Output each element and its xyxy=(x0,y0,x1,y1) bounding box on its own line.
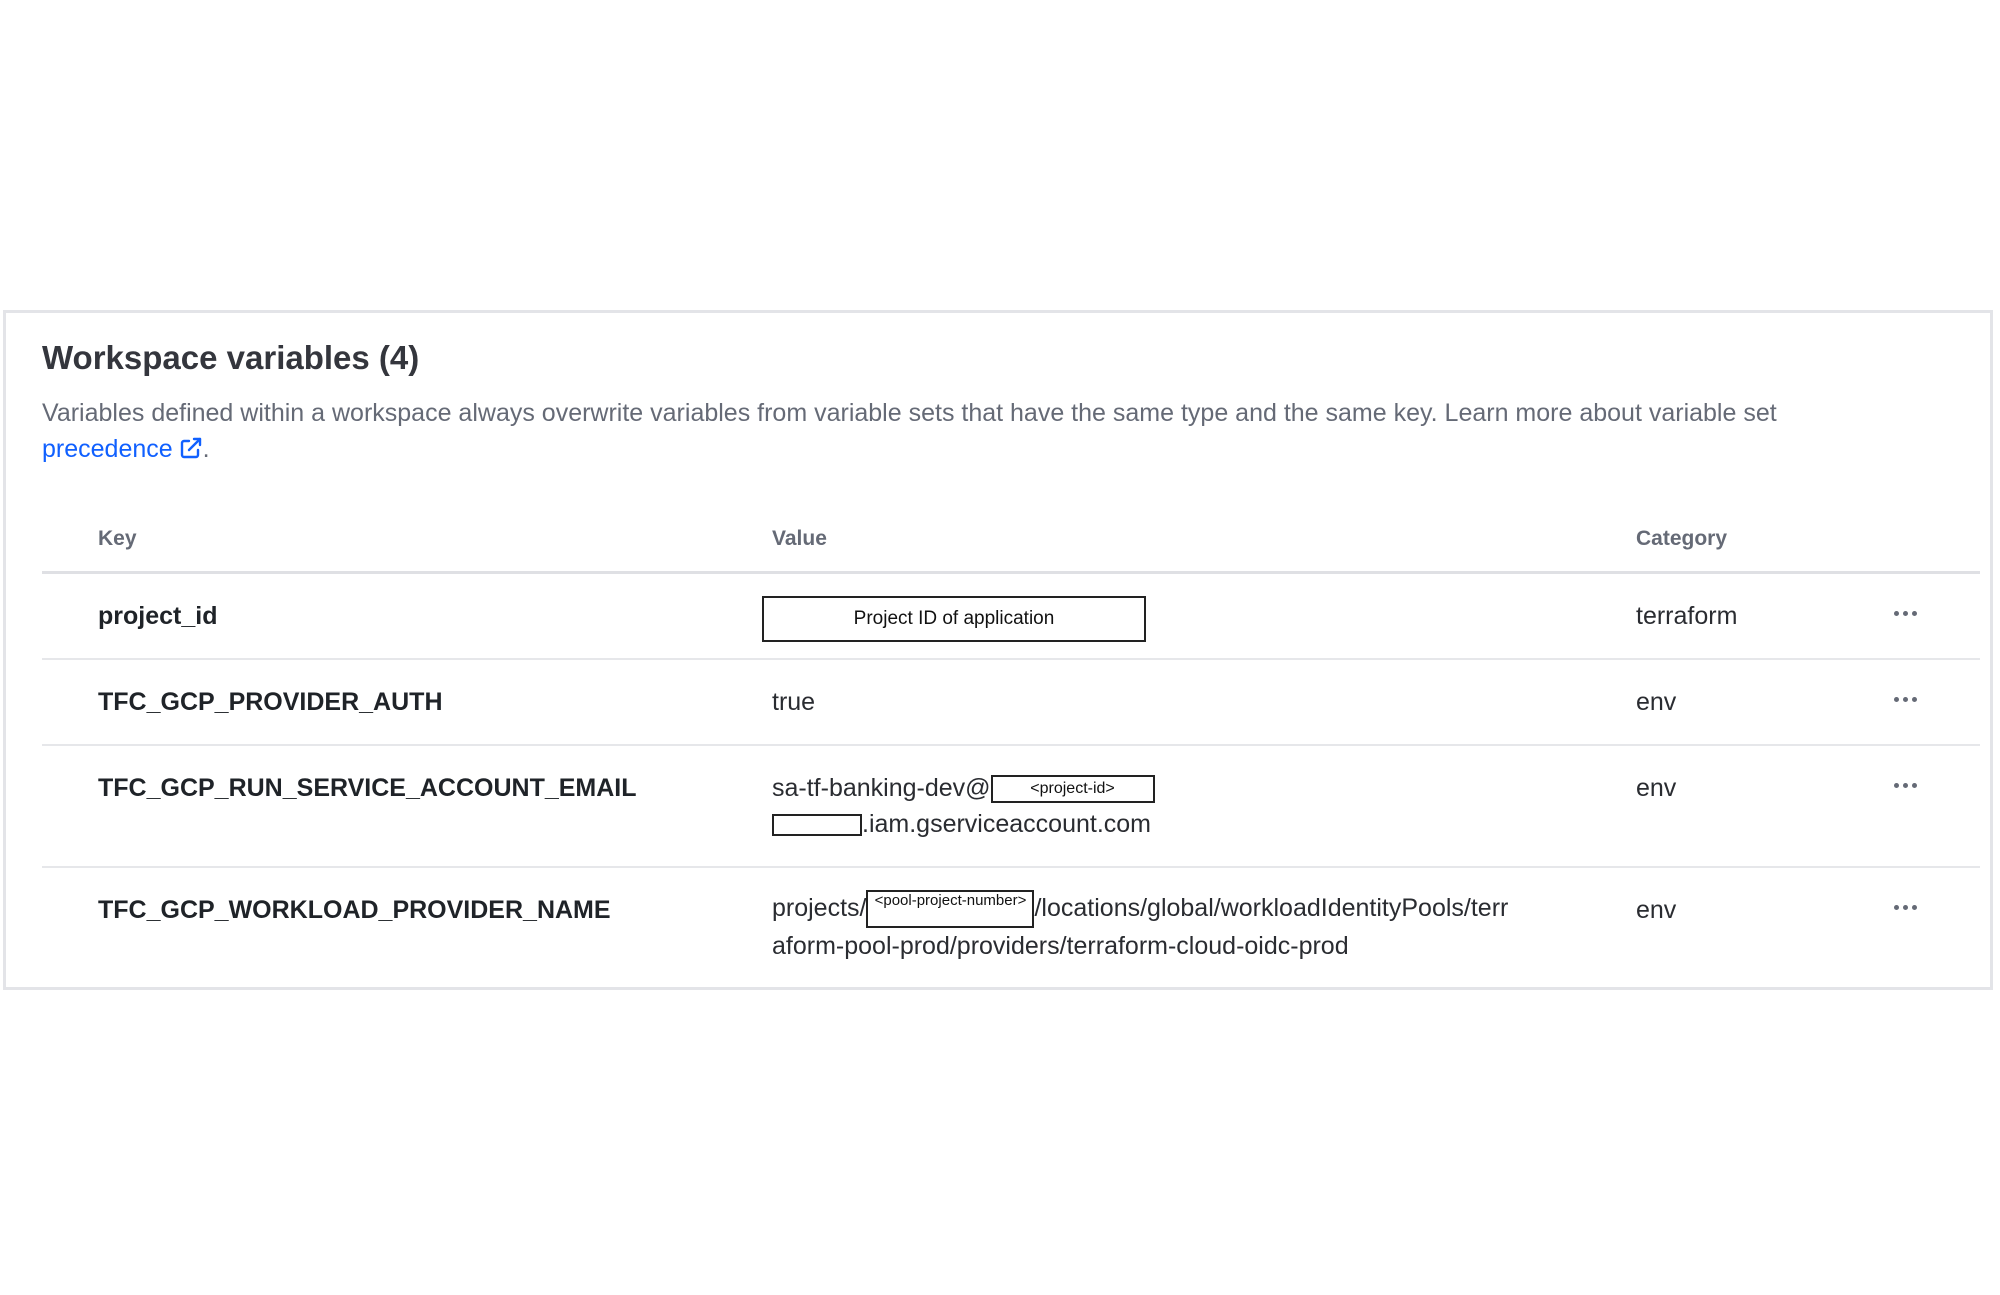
header-key: Key xyxy=(98,527,137,550)
precedence-link-text: precedence xyxy=(42,435,173,463)
row-key: TFC_GCP_RUN_SERVICE_ACCOUNT_EMAIL xyxy=(98,774,637,802)
precedence-link[interactable] xyxy=(42,435,203,463)
row-category: env xyxy=(1636,688,1677,716)
workspace-variables-panel xyxy=(3,310,1993,990)
table-header xyxy=(42,509,1980,574)
redacted-value-box: Project ID of application xyxy=(762,596,1146,642)
row-key: TFC_GCP_WORKLOAD_PROVIDER_NAME xyxy=(98,896,611,924)
value-prefix: projects/ xyxy=(772,894,867,922)
more-horizontal-icon[interactable] xyxy=(1890,776,1924,796)
more-horizontal-icon[interactable] xyxy=(1890,690,1924,710)
row-category: env xyxy=(1636,896,1677,924)
panel-title: Workspace variables (4) xyxy=(42,339,420,376)
panel-description xyxy=(42,395,1942,467)
row-key: TFC_GCP_PROVIDER_AUTH xyxy=(98,688,443,716)
more-horizontal-icon[interactable] xyxy=(1890,898,1924,918)
row-category: env xyxy=(1636,774,1677,802)
external-link-icon xyxy=(179,436,203,460)
table-row xyxy=(42,660,1980,746)
table-row xyxy=(42,868,1980,986)
value-suffix: .iam.gserviceaccount.com xyxy=(862,810,1152,838)
redacted-value-box xyxy=(772,814,862,836)
value-prefix: sa-tf-banking-dev@ xyxy=(772,774,991,802)
more-horizontal-icon[interactable] xyxy=(1890,604,1924,624)
row-value: true xyxy=(772,688,816,716)
redacted-value-box: <project-id> xyxy=(991,775,1155,803)
table-row xyxy=(42,746,1980,868)
description-text: Variables defined within a workspace always overwrite variables from variable sets that have the same type and the same key. Learn more about variable set xyxy=(42,399,1777,427)
header-value: Value xyxy=(772,527,827,550)
table-row xyxy=(42,574,1980,660)
row-key: project_id xyxy=(98,602,218,630)
row-category: terraform xyxy=(1636,602,1738,630)
value-suffix: /locations/global/workloadIdentityPools/terraform-pool-prod/providers/terraform-cloud-oidc-prod xyxy=(772,894,1509,961)
link-suffix: . xyxy=(202,435,210,463)
row-value xyxy=(772,770,1532,842)
redacted-value-box: <pool-project-number> xyxy=(866,890,1034,928)
header-category: Category xyxy=(1636,527,1728,550)
row-value xyxy=(772,890,1514,964)
